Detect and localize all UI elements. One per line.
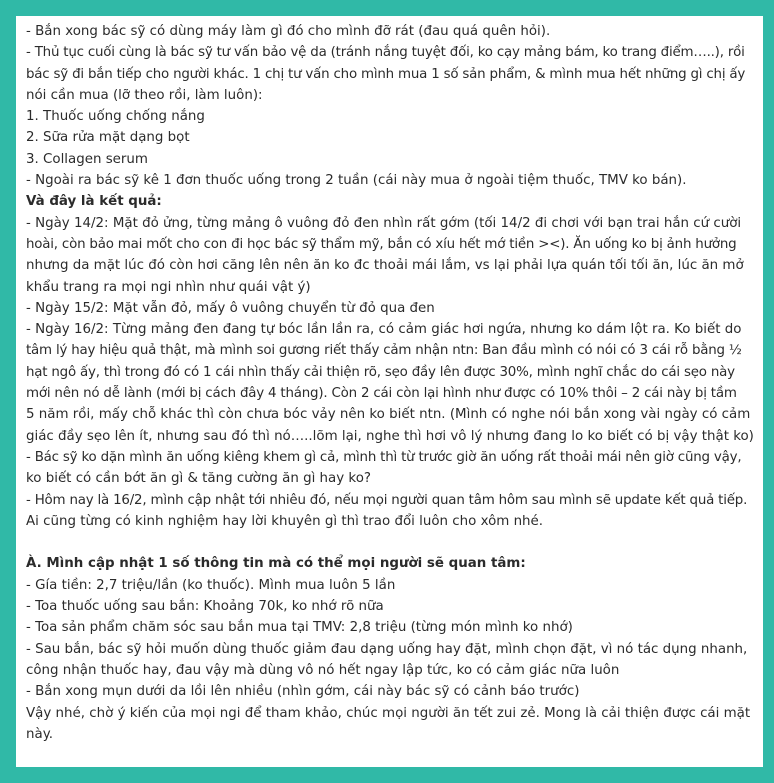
- text-line: nhưng da mặt lúc đó còn hơi căng lên nên ăn ko đc thoải mái lắm, vs lại phải lựa quán tối tối ăn, lúc ăn mở: [26, 258, 744, 274]
- text-line: bác sỹ đi bắn tiếp cho người khác. 1 chị tư vấn cho mình mua 1 số sản phẩm, & mình mua hết những gì chị ấy: [26, 66, 746, 82]
- text-line: khẩu trang ra mọi ngi nhìn như quái vật ý): [26, 279, 311, 295]
- text-line: - Bắn xong mụn dưới da lồi lên nhiều (nhìn gớm, cái này bác sỹ có cảnh báo trước): [26, 684, 580, 700]
- text-line: - Toa sản phẩm chăm sóc sau bắn mua tại TMV: 2,8 triệu (từng món mình ko nhớ): [26, 620, 573, 636]
- text-line: Ai cũng từng có kinh nghiệm hay lời khuyên gì thì trao đổi luôn cho xôm nhé.: [26, 513, 544, 529]
- text-line: - Hôm nay là 16/2, mình cập nhật tới nhiêu đó, nếu mọi người quan tâm hôm sau mình sẽ update kết quả tiếp.: [26, 492, 748, 508]
- text-line: 2. Sữa rửa mặt dạng bọt: [26, 130, 190, 146]
- text-line: - Gía tiền: 2,7 triệu/lần (ko thuốc). Mình mua luôn 5 lần: [26, 577, 396, 593]
- text-line: công nhận thuốc hay, đau vậy mà dùng vô nó hết ngay lập tức, ko có cảm giác nữa luôn: [26, 662, 620, 678]
- text-line: này.: [26, 726, 53, 742]
- text-line: nói cần mua (lỡ theo rồi, làm luôn):: [26, 87, 263, 103]
- text-line: hoài, còn bảo mai mốt cho con đi học bác sỹ thẩm mỹ, bắn có xíu hết mớ tiền ><). Ăn uống ko bị ảnh hưởng: [26, 236, 737, 252]
- blank-line: [26, 532, 755, 553]
- article-body: [26, 21, 755, 745]
- text-line: giác đầy sẹo lên ít, nhưng sau đó thì nó…..lõm lại, nghe thì hơi vô lý nhưng đang lo ko biết có bị vậy thật ko): [26, 428, 754, 444]
- text-line: - Ngày 14/2: Mặt đỏ ửng, từng mảng ô vuông đỏ đen nhìn rất gớm (tối 14/2 đi chơi với bạn trai hắn cứ cười: [26, 215, 742, 231]
- text-line: mới nên nó dễ lành (mới bị cách đây 4 tháng). Còn 2 cái còn lại hình như được có 10% thôi – 2 cái này bị tầm: [26, 386, 737, 402]
- text-line: hạt ngô ấy, thì trong đó có 1 cái nhìn thấy cải thiện rõ, sẹo đầy lên được 30%, mình nghĩ chắc do cái sẹo này: [26, 364, 735, 380]
- section-heading: Và đây là kết quả:: [26, 194, 162, 210]
- text-line: 5 năm rồi, mấy chỗ khác thì còn chưa bóc vảy nên ko biết ntn. (Mình có nghe nói bắn xong vài ngày có cảm: [26, 407, 751, 423]
- text-line: Vậy nhé, chờ ý kiến của mọi ngi để tham khảo, chúc mọi người ăn tết zui zẻ. Mong là cải thiện được cái mặt: [26, 705, 751, 721]
- text-line: - Sau bắn, bác sỹ hỏi muốn dùng thuốc giảm đau dạng uống hay đặt, mình chọn đặt, vì nó tác dụng nhanh,: [26, 641, 748, 657]
- text-line: - Bắn xong bác sỹ có dùng máy làm gì đó cho mình đỡ rát (đau quá quên hỏi).: [26, 24, 551, 39]
- text-line: - Bác sỹ ko dặn mình ăn uống kiêng khem gì cả, mình thì từ trước giờ ăn uống rất thoải mái nên giờ cũng vậy,: [26, 449, 742, 465]
- text-line: - Thủ tục cuối cùng là bác sỹ tư vấn bảo vệ da (tránh nắng tuyệt đối, ko cạy mảng bám, ko trang điểm…..), rồi: [26, 45, 745, 61]
- text-line: - Ngày 15/2: Mặt vẫn đỏ, mấy ô vuông chuyển từ đỏ qua đen: [26, 300, 435, 316]
- text-line: tâm lý hay hiệu quả thật, mà mình soi gương riết thấy cảm nhận ntn: Ban đầu mình có nói có 3 cái rỗ bằng ½: [26, 343, 742, 359]
- text-line: - Ngoài ra bác sỹ kê 1 đơn thuốc uống trong 2 tuần (cái này mua ở ngoài tiệm thuốc, TMV ko bán).: [26, 173, 687, 189]
- text-line: 1. Thuốc uống chống nắng: [26, 109, 205, 125]
- text-line: - Toa thuốc uống sau bắn: Khoảng 70k, ko nhớ rõ nữa: [26, 599, 384, 615]
- text-line: 3. Collagen serum: [26, 151, 148, 167]
- text-line: ko biết có cần bớt ăn gì & tăng cường ăn gì hay ko?: [26, 471, 371, 487]
- section-heading: À. Mình cập nhật 1 số thông tin mà có thể mọi người sẽ quan tâm:: [26, 556, 526, 572]
- article-frame: [16, 16, 763, 767]
- text-line: - Ngày 16/2: Từng mảng đen đang tự bóc lần lần ra, có cảm giác hơi ngứa, nhưng ko dám lột ra. Ko biết do: [26, 322, 742, 338]
